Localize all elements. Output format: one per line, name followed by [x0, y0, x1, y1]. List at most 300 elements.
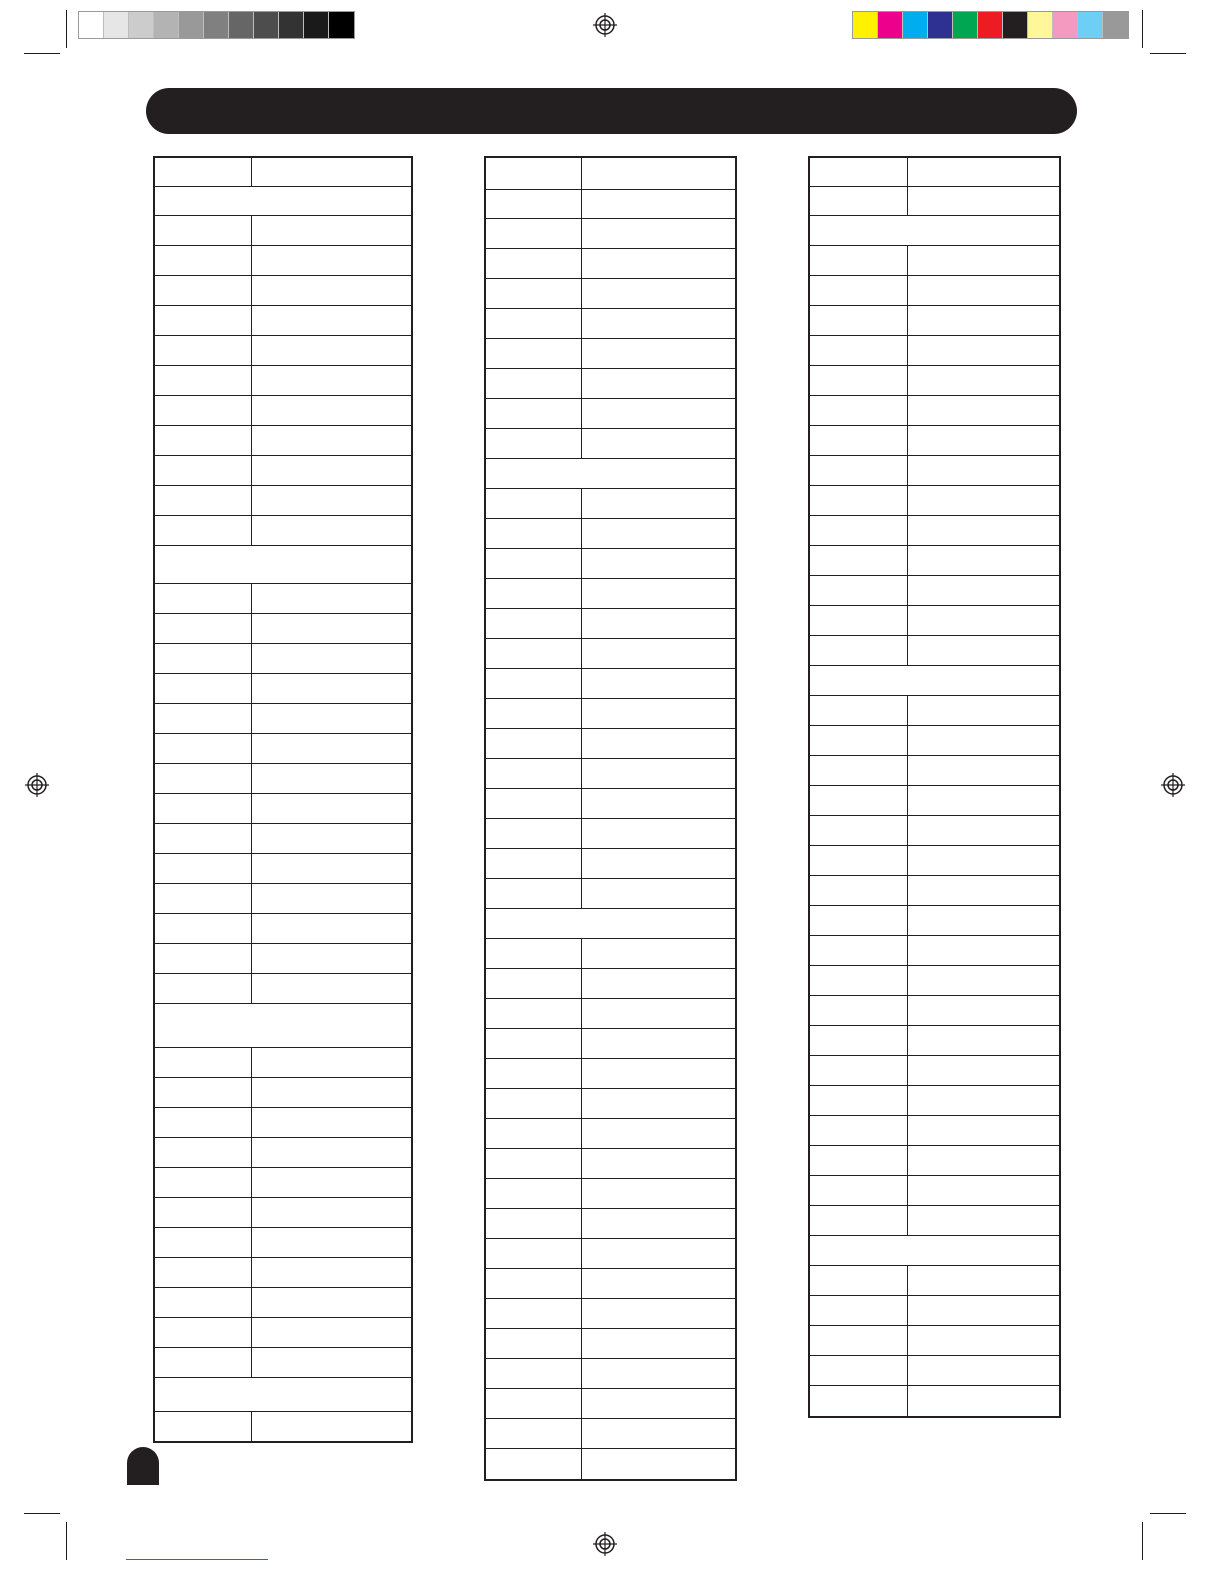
code-cell: [908, 756, 1059, 785]
table-row: [810, 306, 1059, 336]
table-row: [810, 936, 1059, 966]
brand-cell: [810, 1206, 908, 1235]
brand-cell: [486, 1029, 582, 1058]
code-cell: [252, 216, 411, 245]
code-cell: [252, 704, 411, 733]
code-cell: [252, 1228, 411, 1257]
code-cell: [252, 824, 411, 853]
brand-cell: [155, 1048, 252, 1077]
table-row: [486, 1179, 735, 1209]
brand-cell: [486, 819, 582, 848]
code-cell: [908, 187, 1059, 215]
code-cell: [582, 1299, 735, 1328]
code-table-column-1: [153, 156, 413, 1443]
color-swatch: [978, 12, 1003, 38]
table-row: [810, 486, 1059, 516]
table-row: [155, 1228, 411, 1258]
brand-cell: [155, 158, 252, 186]
color-swatch: [1103, 12, 1128, 38]
code-cell: [252, 1288, 411, 1317]
table-row: [486, 158, 735, 190]
table-row: [155, 216, 411, 246]
table-row: [810, 426, 1059, 456]
code-cell: [908, 876, 1059, 905]
code-cell: [252, 366, 411, 395]
code-cell: [582, 339, 735, 368]
code-cell: [908, 486, 1059, 515]
table-row: [810, 1326, 1059, 1356]
brand-cell: [486, 190, 582, 218]
table-row: [486, 1389, 735, 1419]
color-swatch: [878, 12, 903, 38]
brand-cell: [486, 1089, 582, 1118]
brand-cell: [155, 884, 252, 913]
table-row: [155, 306, 411, 336]
code-cell: [582, 309, 735, 338]
color-swatch: [903, 12, 928, 38]
brand-cell: [155, 486, 252, 515]
brand-cell: [810, 336, 908, 365]
code-cell: [908, 306, 1059, 335]
code-cell: [252, 1348, 411, 1377]
code-cell: [252, 674, 411, 703]
code-cell: [582, 1269, 735, 1298]
code-cell: [582, 1089, 735, 1118]
table-row: [155, 584, 411, 614]
code-cell: [252, 1138, 411, 1167]
brand-cell: [155, 674, 252, 703]
table-row: [810, 187, 1059, 216]
table-row: [155, 1412, 411, 1441]
brand-cell: [810, 876, 908, 905]
code-cell: [908, 1356, 1059, 1385]
gray-swatch: [329, 12, 354, 38]
table-row: [155, 944, 411, 974]
code-cell: [582, 579, 735, 608]
table-row: [810, 1026, 1059, 1056]
code-cell: [252, 884, 411, 913]
table-row: [486, 999, 735, 1029]
table-row: [486, 429, 735, 459]
table-row: [486, 1449, 735, 1479]
code-cell: [908, 786, 1059, 815]
table-row: [810, 1116, 1059, 1146]
brand-cell: [810, 606, 908, 635]
table-row: [155, 1288, 411, 1318]
code-cell: [582, 1029, 735, 1058]
table-row: [486, 789, 735, 819]
brand-cell: [155, 854, 252, 883]
code-cell: [908, 426, 1059, 455]
code-cell: [582, 969, 735, 998]
table-row: [486, 939, 735, 969]
table-row: [810, 846, 1059, 876]
brand-cell: [810, 1296, 908, 1325]
grayscale-calibration-strip: [78, 11, 355, 39]
table-row: [486, 579, 735, 609]
brand-cell: [810, 1086, 908, 1115]
gray-swatch: [279, 12, 304, 38]
table-row: [810, 966, 1059, 996]
brand-cell: [486, 1149, 582, 1178]
brand-cell: [155, 1108, 252, 1137]
code-cell: [908, 1116, 1059, 1145]
code-cell: [582, 669, 735, 698]
code-cell: [908, 606, 1059, 635]
code-cell: [908, 1056, 1059, 1085]
code-cell: [908, 846, 1059, 875]
brand-cell: [155, 1318, 252, 1347]
table-row: [486, 339, 735, 369]
brand-cell: [155, 734, 252, 763]
code-cell: [582, 549, 735, 578]
table-section-header: [155, 1004, 411, 1048]
gray-swatch: [154, 12, 179, 38]
code-cell: [252, 974, 411, 1003]
brand-cell: [810, 726, 908, 755]
brand-cell: [810, 816, 908, 845]
brand-cell: [486, 489, 582, 518]
table-row: [486, 1359, 735, 1389]
brand-cell: [155, 1198, 252, 1227]
brand-cell: [810, 486, 908, 515]
brand-cell: [486, 369, 582, 398]
crop-mark: [1150, 53, 1186, 54]
table-row: [155, 336, 411, 366]
brand-cell: [155, 216, 252, 245]
code-cell: [582, 279, 735, 308]
code-cell: [252, 644, 411, 673]
code-cell: [908, 1386, 1059, 1416]
code-cell: [582, 879, 735, 908]
code-cell: [582, 399, 735, 428]
code-cell: [252, 1048, 411, 1077]
brand-cell: [810, 786, 908, 815]
code-cell: [252, 516, 411, 545]
brand-cell: [810, 906, 908, 935]
table-row: [810, 1296, 1059, 1326]
code-cell: [582, 729, 735, 758]
table-row: [486, 279, 735, 309]
gray-swatch: [304, 12, 329, 38]
table-row: [155, 1078, 411, 1108]
code-cell: [582, 1149, 735, 1178]
code-cell: [252, 336, 411, 365]
brand-cell: [155, 704, 252, 733]
brand-cell: [486, 309, 582, 338]
brand-cell: [810, 456, 908, 485]
color-swatch: [1028, 12, 1053, 38]
table-row: [155, 974, 411, 1004]
code-cell: [252, 854, 411, 883]
code-cell: [582, 1449, 735, 1479]
table-row: [810, 786, 1059, 816]
brand-cell: [810, 516, 908, 545]
code-cell: [908, 1176, 1059, 1205]
table-row: [486, 190, 735, 219]
code-cell: [252, 1198, 411, 1227]
brand-cell: [486, 999, 582, 1028]
brand-cell: [810, 546, 908, 575]
table-row: [486, 639, 735, 669]
code-cell: [582, 519, 735, 548]
brand-cell: [486, 219, 582, 248]
table-section-header: [486, 909, 735, 939]
table-section-header: [155, 1378, 411, 1412]
gray-swatch: [204, 12, 229, 38]
brand-cell: [810, 187, 908, 215]
table-row: [155, 764, 411, 794]
brand-cell: [486, 339, 582, 368]
code-cell: [582, 1389, 735, 1418]
table-row: [486, 399, 735, 429]
code-cell: [252, 734, 411, 763]
table-row: [486, 699, 735, 729]
brand-cell: [810, 696, 908, 725]
brand-cell: [486, 1119, 582, 1148]
table-row: [155, 1168, 411, 1198]
code-cell: [582, 158, 735, 189]
table-row: [486, 1299, 735, 1329]
code-cell: [252, 426, 411, 455]
code-table-column-2: [484, 156, 737, 1481]
brand-cell: [810, 576, 908, 605]
table-row: [486, 729, 735, 759]
code-cell: [582, 489, 735, 518]
gray-swatch: [229, 12, 254, 38]
code-cell: [252, 1412, 411, 1441]
brand-cell: [810, 246, 908, 275]
table-row: [486, 609, 735, 639]
brand-cell: [486, 1239, 582, 1268]
code-cell: [582, 849, 735, 878]
table-row: [486, 219, 735, 249]
brand-cell: [486, 1329, 582, 1358]
brand-cell: [155, 366, 252, 395]
table-row: [810, 1206, 1059, 1236]
table-row: [486, 819, 735, 849]
table-row: [486, 969, 735, 999]
code-cell: [252, 1318, 411, 1347]
table-row: [155, 1348, 411, 1378]
color-swatch: [953, 12, 978, 38]
table-row: [810, 1356, 1059, 1386]
code-cell: [908, 1206, 1059, 1235]
brand-cell: [486, 549, 582, 578]
code-cell: [908, 696, 1059, 725]
brand-cell: [155, 1348, 252, 1377]
brand-cell: [486, 1209, 582, 1238]
brand-cell: [810, 306, 908, 335]
brand-cell: [155, 914, 252, 943]
table-row: [486, 759, 735, 789]
brand-cell: [810, 366, 908, 395]
table-row: [155, 158, 411, 187]
table-row: [155, 456, 411, 486]
brand-cell: [155, 614, 252, 643]
brand-cell: [155, 944, 252, 973]
color-swatch: [1003, 12, 1028, 38]
table-row: [155, 1108, 411, 1138]
table-row: [810, 546, 1059, 576]
code-cell: [582, 699, 735, 728]
brand-cell: [486, 609, 582, 638]
table-row: [810, 696, 1059, 726]
crop-mark: [1142, 10, 1143, 48]
table-row: [810, 366, 1059, 396]
code-cell: [582, 1329, 735, 1358]
code-cell: [252, 914, 411, 943]
gray-swatch: [254, 12, 279, 38]
table-row: [486, 1119, 735, 1149]
code-cell: [582, 789, 735, 818]
table-row: [810, 636, 1059, 666]
crop-mark: [1142, 1522, 1143, 1560]
brand-cell: [486, 849, 582, 878]
code-cell: [908, 158, 1059, 186]
code-cell: [908, 816, 1059, 845]
brand-cell: [155, 584, 252, 613]
brand-cell: [486, 1419, 582, 1448]
brand-cell: [486, 1059, 582, 1088]
brand-cell: [810, 1176, 908, 1205]
brand-cell: [486, 639, 582, 668]
table-row: [155, 914, 411, 944]
code-cell: [582, 1239, 735, 1268]
code-cell: [582, 1119, 735, 1148]
table-row: [810, 276, 1059, 306]
table-row: [486, 249, 735, 279]
table-row: [155, 614, 411, 644]
brand-cell: [486, 879, 582, 908]
code-cell: [908, 906, 1059, 935]
brand-cell: [486, 399, 582, 428]
registration-mark-icon: [1161, 773, 1185, 797]
brand-cell: [486, 969, 582, 998]
brand-cell: [155, 1228, 252, 1257]
code-cell: [252, 246, 411, 275]
brand-cell: [155, 644, 252, 673]
brand-cell: [810, 396, 908, 425]
table-row: [155, 366, 411, 396]
code-cell: [582, 639, 735, 668]
brand-cell: [155, 1412, 252, 1441]
code-cell: [908, 546, 1059, 575]
table-row: [810, 1176, 1059, 1206]
code-cell: [252, 456, 411, 485]
table-row: [810, 396, 1059, 426]
code-cell: [582, 1179, 735, 1208]
table-row: [155, 884, 411, 914]
code-cell: [582, 369, 735, 398]
brand-cell: [486, 519, 582, 548]
code-cell: [908, 576, 1059, 605]
registration-mark-icon: [593, 13, 617, 37]
table-row: [486, 309, 735, 339]
brand-cell: [486, 1449, 582, 1479]
table-row: [155, 246, 411, 276]
code-cell: [252, 1108, 411, 1137]
brand-cell: [486, 158, 582, 189]
gray-swatch: [104, 12, 129, 38]
table-row: [155, 516, 411, 546]
table-section-header: [810, 216, 1059, 246]
code-cell: [908, 936, 1059, 965]
table-row: [486, 669, 735, 699]
gray-swatch: [129, 12, 154, 38]
brand-cell: [810, 1326, 908, 1355]
code-cell: [252, 1078, 411, 1107]
table-row: [810, 576, 1059, 606]
table-section-header: [810, 666, 1059, 696]
table-row: [155, 794, 411, 824]
table-row: [486, 1089, 735, 1119]
table-row: [486, 1209, 735, 1239]
table-row: [155, 1258, 411, 1288]
table-section-header: [155, 546, 411, 584]
brand-cell: [155, 1258, 252, 1287]
brand-cell: [155, 1288, 252, 1317]
brand-cell: [486, 1299, 582, 1328]
table-row: [810, 996, 1059, 1026]
code-cell: [908, 336, 1059, 365]
code-cell: [252, 276, 411, 305]
table-row: [486, 1329, 735, 1359]
code-table-column-3: [808, 156, 1061, 1418]
code-cell: [252, 794, 411, 823]
crop-mark: [66, 10, 67, 48]
table-row: [810, 726, 1059, 756]
code-cell: [908, 996, 1059, 1025]
brand-cell: [810, 426, 908, 455]
code-cell: [582, 1059, 735, 1088]
crop-mark: [1150, 1513, 1186, 1514]
color-swatch: [928, 12, 953, 38]
table-row: [486, 1029, 735, 1059]
brand-cell: [810, 756, 908, 785]
code-cell: [908, 1296, 1059, 1325]
table-row: [810, 756, 1059, 786]
code-cell: [582, 939, 735, 968]
brand-cell: [155, 456, 252, 485]
color-calibration-strip: [852, 11, 1129, 39]
table-row: [155, 734, 411, 764]
code-cell: [582, 249, 735, 278]
code-cell: [908, 966, 1059, 995]
brand-cell: [486, 1269, 582, 1298]
brand-cell: [486, 279, 582, 308]
code-cell: [252, 1258, 411, 1287]
table-row: [155, 704, 411, 734]
gray-swatch: [179, 12, 204, 38]
table-row: [810, 1086, 1059, 1116]
brand-cell: [810, 1056, 908, 1085]
table-row: [155, 1198, 411, 1228]
code-cell: [908, 276, 1059, 305]
code-cell: [908, 366, 1059, 395]
color-swatch: [1078, 12, 1103, 38]
code-cell: [582, 1359, 735, 1388]
footer-link-underline: [126, 1559, 268, 1560]
crop-mark: [24, 53, 60, 54]
brand-cell: [810, 996, 908, 1025]
brand-cell: [810, 1026, 908, 1055]
table-row: [155, 1048, 411, 1078]
header-bar: [146, 88, 1077, 134]
brand-cell: [486, 699, 582, 728]
table-row: [810, 1146, 1059, 1176]
brand-cell: [486, 1359, 582, 1388]
